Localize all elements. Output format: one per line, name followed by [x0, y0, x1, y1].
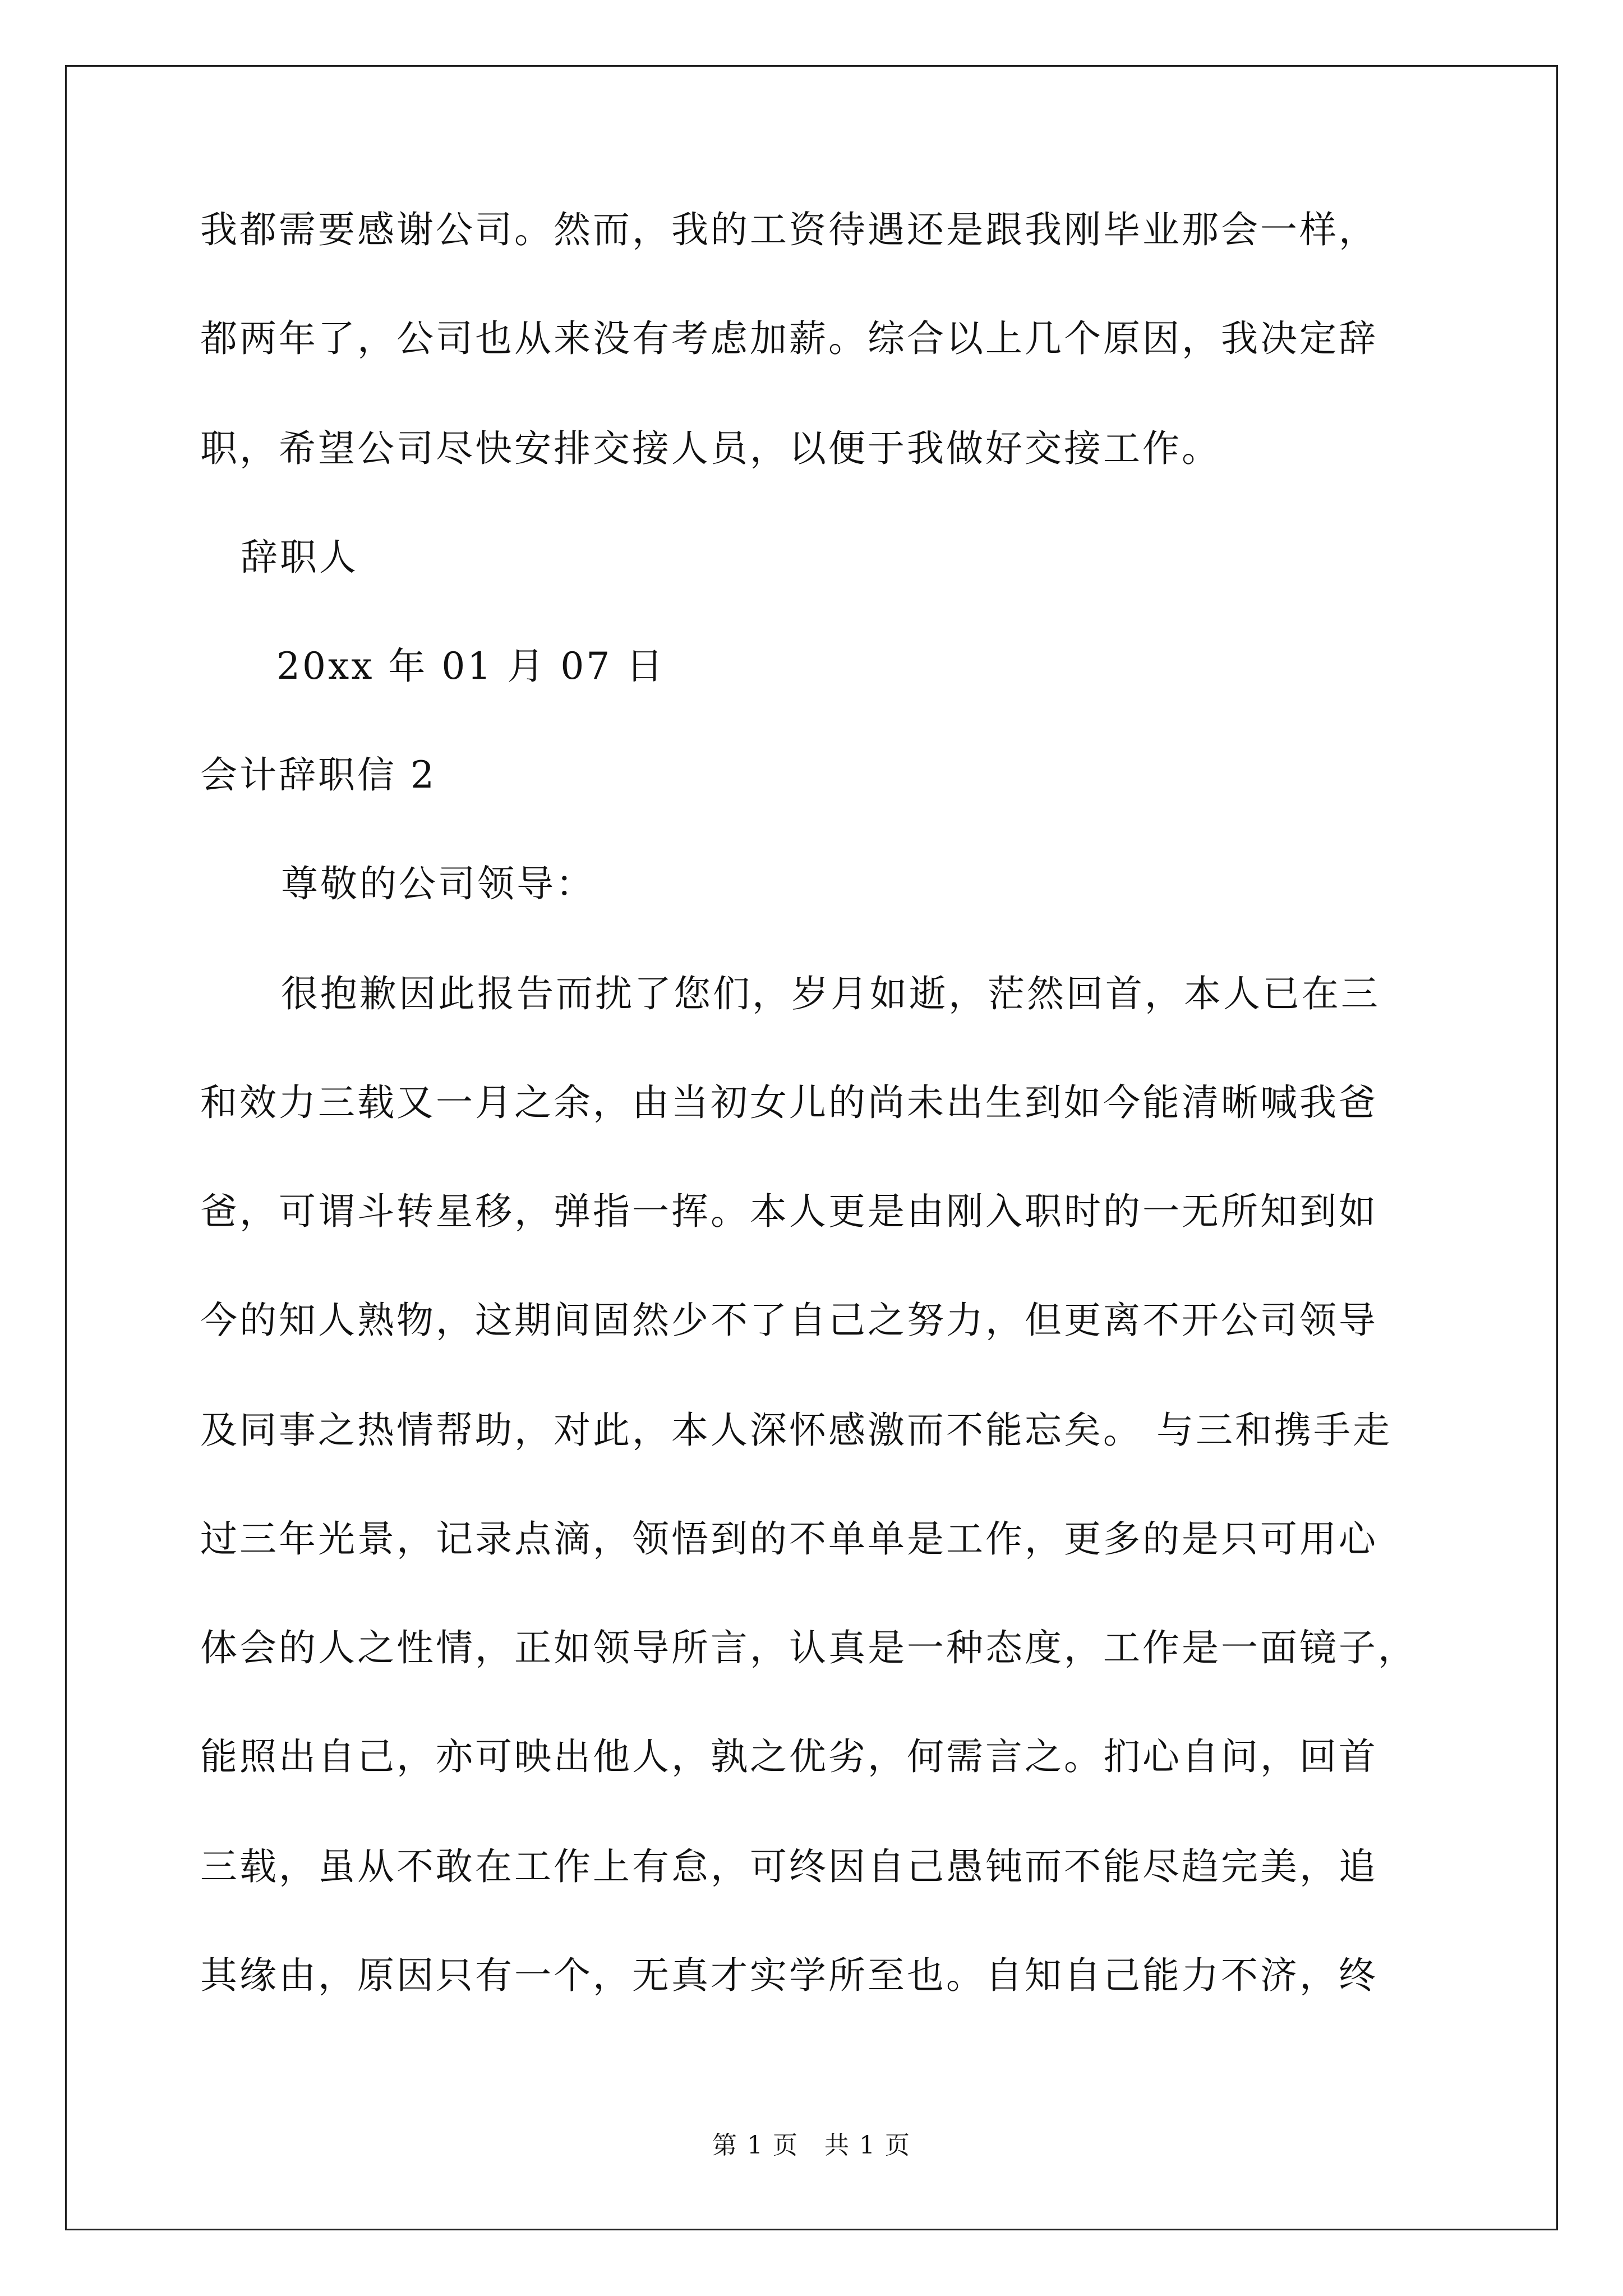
text-line: 和效力三载又一月之余，由当初女儿的尚未出生到如今能清晰喊我爸: [200, 1081, 1378, 1124]
signature-label: 辞职人: [241, 536, 358, 579]
text-line: 体会的人之性情，正如领导所言，认真是一种态度，工作是一面镜子，: [200, 1626, 1417, 1669]
page-border: [65, 65, 1558, 2230]
text-line: 过三年光景，记录点滴，领悟到的不单单是工作，更多的是只可用心: [200, 1517, 1378, 1561]
text-line: 其缘由，原因只有一个，无真才实学所至也。自知自己能力不济，终: [200, 1954, 1378, 1997]
text-line: 我都需要感谢公司。然而，我的工资待遇还是跟我刚毕业那会一样，: [200, 208, 1378, 251]
text-line: 三载，虽从不敢在工作上有怠，可终因自己愚钝而不能尽趋完美，追: [200, 1845, 1378, 1888]
text-line: 很抱歉因此报告而扰了您们，岁月如逝，茫然回首，本人已在三: [281, 972, 1380, 1015]
page-number: 第 1 页 共 1 页: [712, 2131, 911, 2160]
text-line: 及同事之热情帮助，对此，本人深怀感激而不能忘矣。 与三和携手走: [200, 1409, 1392, 1452]
text-line: 职，希望公司尽快安排交接人员，以便于我做好交接工作。: [200, 427, 1221, 470]
letter-heading: 会计辞职信 2: [200, 753, 436, 797]
text-line: 都两年了，公司也从来没有考虑加薪。综合以上几个原因，我决定辞: [200, 317, 1378, 360]
text-line: 今的知人熟物，这期间固然少不了自己之努力，但更离不开公司领导: [200, 1299, 1378, 1342]
text-line: 能照出自己，亦可映出他人，孰之优劣，何需言之。扪心自问，回首: [200, 1735, 1378, 1778]
salutation: 尊敬的公司领导：: [281, 862, 595, 905]
text-line: 爸，可谓斗转星移，弹指一挥。本人更是由刚入职时的一无所知到如: [200, 1190, 1378, 1233]
signature-date: 20xx 年 01 月 07 日: [276, 645, 666, 688]
